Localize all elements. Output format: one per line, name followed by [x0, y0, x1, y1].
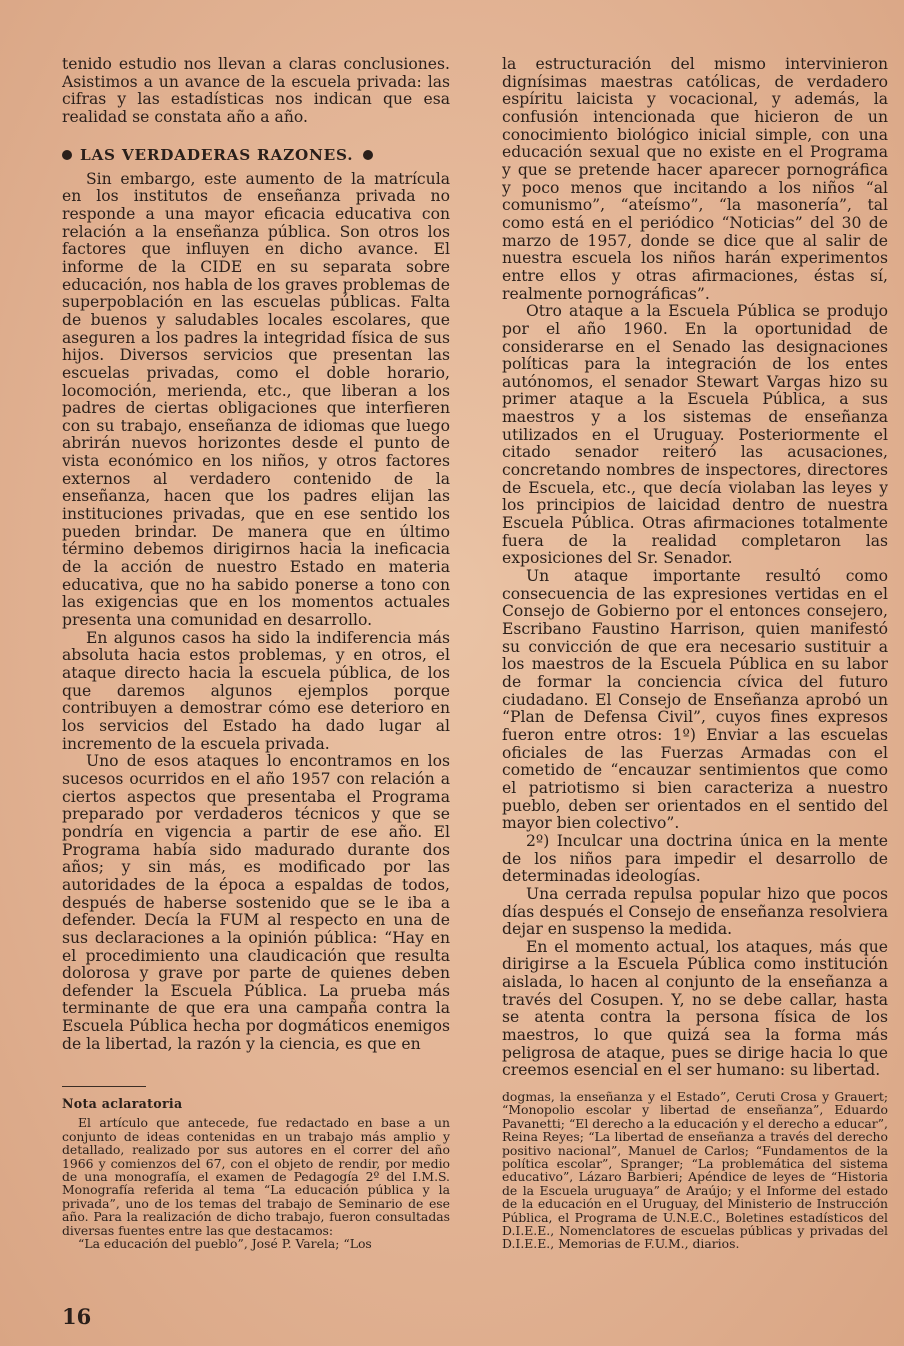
footnote-right [502, 1090, 888, 1251]
footnote-title: Nota aclaratoria [62, 1096, 183, 1111]
body-paragraph: Uno de esos ataques lo encontramos en los sucesos ocurridos en el año 1957 con relación a ciertos aspectos que presentaba el Programa preparado por verdaderos técnicos y que se pondría en vigencia a partir de ese año. El Programa había sido madurado durante dos años; y sin más, es modificado por las autoridades de la época a espaldas de todos, después de haberse sostenido que se le iba a defender. Decía la FUM al respecto en una de sus declaraciones a la opinión pública: “Hay en el procedimiento una claudicación que resulta dolorosa y grave por parte de quienes deben defender la Escuela Pública. La prueba más terminante de que era una campaña contra la Escuela Pública hecha por dogmáticos enemigos de la libertad, la razón y la ciencia, es que en [62, 752, 450, 1053]
footnote-paragraph: “La educación del pueblo”, José P. Varela; “Los [78, 1236, 372, 1252]
body-paragraph: Una cerrada repulsa popular hizo que pocos días después el Consejo de enseñanza resolviera dejar en suspenso la medida. [502, 884, 888, 939]
bullet-icon [62, 150, 72, 160]
body-paragraph: 2º) Inculcar una doctrina única en la mente de los niños para impedir el desarrollo de determinadas ideologías. [502, 831, 888, 886]
left-column [62, 56, 450, 1053]
footnote-paragraph: dogmas, la enseñanza y el Estado”, Ceruti Crosa y Grauert; “Monopolio escolar y libertad de enseñanza”, Eduardo Pavanetti; “El derecho a la educación y el derecho a educar”, Reina Reyes; “La libertad de enseñanza a través del derecho positivo nacional”, Manuel de Carlos; “Fundamentos de la política escolar”, Spranger; “La problemática del sistema educativo”, Lázaro Barbieri; Apéndice de leyes de “Historia de la Escuela uruguaya” de Araújo; y el Informe del estado de la educación en el Uruguay, del Ministerio de Instrucción Pública, el Programa de U.N.E.C., Boletines estadísticos del D.I.E.E., Nomenclatores de escuelas públicas y privadas del D.I.E.E., Memorias de F.U.M., diarios. [502, 1089, 888, 1252]
footnote-paragraph: El artículo que antecede, fue redactado en base a un conjunto de ideas contenidas en un trabajo más amplio y detallado, realizado por sus autores en el correr del año 1966 y comienzos del 67, con el objeto de rendir, por medio de una monografía, el examen de Pedagogía 2º del I.M.S. Monografía referida al tema “La educación pública y la privada”, uno de los temas del trabajo de Seminario de ese año. Para la realización de dicho trabajo, fueron consultadas diversas fuentes entre las que destacamos: [62, 1115, 450, 1238]
body-paragraph: Un ataque importante resultó como consecuencia de las expresiones vertidas en el Consejo de Gobierno por el entonces consejero, Escribano Faustino Harrison, quien manifestó su convicción de que era necesario sustituir a los maestros de la Escuela Pública en su labor de formar la conciencia cívica del futuro ciudadano. El Consejo de Enseñanza aprobó un “Plan de Defensa Civil”, cuyos fines expresos fueron entre otros: 1º) Enviar a las escuelas oficiales de las Fuerzas Armadas con el cometido de “encauzar sentimientos que como el patriotismo si bien caracteriza a nuestro pueblo, deben ser orientados en el sentido del mayor bien colectivo”. [502, 567, 888, 833]
body-paragraph: En algunos casos ha sido la indiferencia más absoluta hacia estos problemas, y en otros, el ataque directo hacia la escuela pública, de los que daremos algunos ejemplos porque contribuyen a demostrar cómo ese deterioro en los servicios del Estado ha dado lugar al incremento de la escuela privada. [62, 628, 450, 753]
body-paragraph: Sin embargo, este aumento de la matrícula en los institutos de enseñanza privada no responde a una mayor eficacia educativa con relación a la enseñanza pública. Son otros los factores que influyen en dicho avance. El informe de la CIDE en su separata sobre educación, nos habla de los graves problemas de superpoblación en las escuelas públicas. Falta de buenos y saludables locales escolares, que aseguren a los padres la integridad física de sus hijos. Diversos servicios que presentan las escuelas privadas, como el doble horario, locomoción, merienda, etc., que liberan a los padres de ciertas obligaciones que interfieren con su trabajo, enseñanza de idiomas que luego abrirán nuevos horizontes desde el punto de vista económico en los niños, y otros factores externos al verdadero contenido de la enseñanza, hacen que los padres elijan las instituciones privadas, que en ese sentido los pueden brindar. De manera que en último término debemos dirigirnos hacia la ineficacia de la acción de nuestro Estado en materia educativa, que no ha sabido ponerse a tono con las exigencias que en los momentos actuales presenta una comunidad en desarrollo. [62, 169, 450, 630]
section-heading-text: LAS VERDADERAS RAZONES. [80, 145, 354, 164]
section-heading [62, 145, 450, 165]
footnote-left [62, 1097, 450, 1250]
right-column [502, 56, 888, 1080]
continuation-paragraph: la estructuración del mismo intervinieron dignísimas maestras católicas, de verdadero espíritu laicista y vocacional, y además, la confusión intencionada que hicieron de un conocimiento biológico inicial simple, con una educación sexual que no existe en el Programa y que se pretende hacer aparecer pornográfica y poco menos que incitando a los niños “al comunismo”, “ateísmo”, “la masonería”, tal como está en el periódico “Noticias” del 30 de marzo de 1957, donde se dice que al salir de nuestra escuela los niños harán experimentos entre ellos y otras afirmaciones, éstas sí, realmente pornográficas”. [502, 55, 888, 303]
body-paragraph: En el momento actual, los ataques, más que dirigirse a la Escuela Pública como institución aislada, lo hacen al conjunto de la enseñanza a través del Cosupen. Y, no se debe callar, hasta se atenta contra la persona física de los maestros, lo que quizá sea la forma más peligrosa de ataque, pues se dirige hacia lo que creemos esencial en el ser humano: su libertad. [502, 937, 888, 1080]
intro-paragraph: tenido estudio nos llevan a claras conclusiones. Asistimos a un avance de la escuela privada: las cifras y las estadísticas nos indican que esa realidad se constata año a año. [62, 55, 450, 126]
footnote-divider [62, 1086, 146, 1087]
page-number: 16 [62, 1304, 92, 1329]
body-paragraph: Otro ataque a la Escuela Pública se produjo por el año 1960. En la oportunidad de considerarse en el Senado las designaciones políticas para la integración de los entes autónomos, el senador Stewart Vargas hizo su primer ataque a la Escuela Pública, a sus maestros y a los sistemas de enseñanza utilizados en el Uruguay. Posteriormente el citado senador reiteró las acusaciones, concretando nombres de inspectores, directores de Escuela, etc., que decía violaban las leyes y los principios de laicidad dentro de nuestra Escuela Pública. Otras afirmaciones totalmente fuera de la realidad completaron las exposiciones del Sr. Senador. [502, 302, 888, 568]
bullet-icon [363, 150, 373, 160]
